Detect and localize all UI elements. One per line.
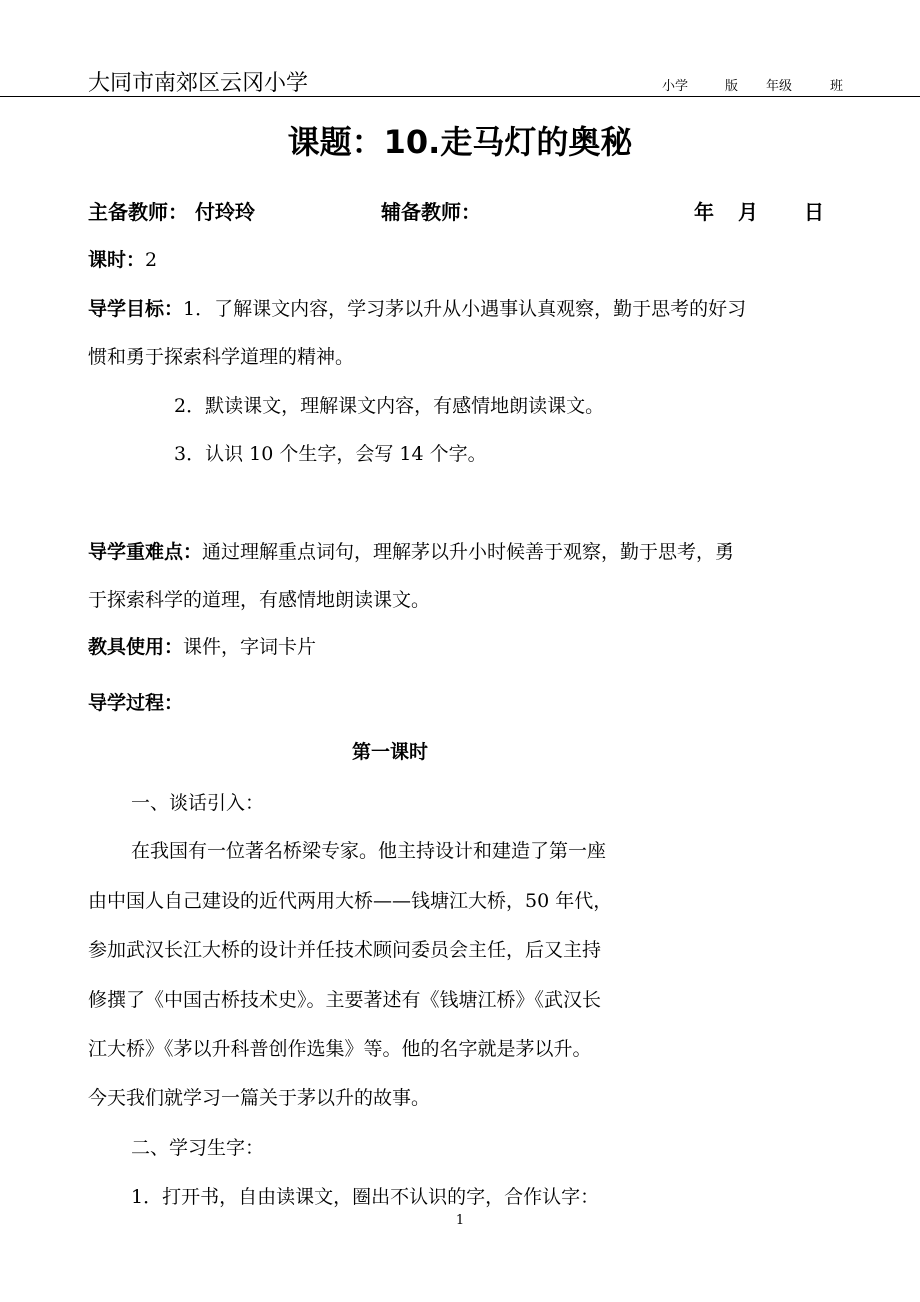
key-points-line-1 xyxy=(88,537,734,564)
section-title: 第一课时 xyxy=(352,741,429,763)
part1-line: 今天我们就学习一篇关于茅以升的故事。 xyxy=(88,1087,431,1109)
date-year: 年 xyxy=(694,200,714,224)
goals-line-1 xyxy=(88,294,746,321)
assist-teacher-label: 辅备教师： xyxy=(381,200,481,224)
date-month: 月 xyxy=(738,200,758,224)
part1-line: 由中国人自己建设的近代两用大桥——钱塘江大桥，50 年代， xyxy=(88,890,613,912)
lesson-title: 课题：10.走马灯的奥秘 xyxy=(287,123,633,161)
part1-heading: 一、谈话引入： xyxy=(131,792,265,814)
key-points-text-2: 于探索科学的道理，有感情地朗读课文。 xyxy=(88,589,431,611)
tools-line xyxy=(88,632,316,659)
goals-label: 导学目标： xyxy=(88,298,184,320)
page-number: 1 xyxy=(455,1213,465,1228)
goal-2: 2．默读课文，理解课文内容，有感情地朗读课文。 xyxy=(174,395,605,417)
period-label: 课时： xyxy=(88,249,146,271)
part1-line: 修撰了《中国古桥技术史》。主要著述有《钱塘江桥》《武汉长 xyxy=(88,989,602,1011)
tools-label: 教具使用： xyxy=(88,636,184,658)
key-points-text-1: 通过理解重点词句，理解茅以升小时候善于观察，勤于思考，勇 xyxy=(202,541,735,563)
part2-heading: 二、学习生字： xyxy=(131,1137,265,1159)
part1-line: 江大桥》《茅以升科普创作选集》等。他的名字就是茅以升。 xyxy=(88,1038,592,1060)
goal-1-continued: 惯和勇于探索科学道理的精神。 xyxy=(88,346,355,368)
period-line xyxy=(88,245,157,272)
main-teacher-name: 付玲玲 xyxy=(195,200,255,224)
header-label-primary: 小学 xyxy=(662,79,689,94)
goal-3: 3．认识 10 个生字，会写 14 个字。 xyxy=(174,443,487,465)
header-label-edition: 版 xyxy=(725,79,739,94)
school-name: 大同市南郊区云冈小学 xyxy=(88,71,309,96)
date-day: 日 xyxy=(804,200,824,224)
header-label-class: 班 xyxy=(830,79,844,94)
goal-1: 1．了解课文内容，学习茅以升从小遇事认真观察，勤于思考的好习 xyxy=(183,298,747,320)
part1-line: 在我国有一位著名桥梁专家。他主持设计和建造了第一座 xyxy=(131,840,607,862)
process-label: 导学过程： xyxy=(88,692,184,714)
period-value: 2 xyxy=(145,249,158,271)
part2-item-1: 1．打开书，自由读课文，圈出不认识的字，合作认字： xyxy=(131,1186,600,1208)
tools-text: 课件，字词卡片 xyxy=(183,636,317,658)
key-points-label: 导学重难点： xyxy=(88,541,203,563)
header-divider xyxy=(0,96,920,97)
main-teacher-label: 主备教师： xyxy=(88,200,188,224)
header-label-grade: 年级 xyxy=(766,79,793,94)
part1-line: 参加武汉长江大桥的设计并任技术顾问委员会主任，后又主持 xyxy=(88,939,602,961)
